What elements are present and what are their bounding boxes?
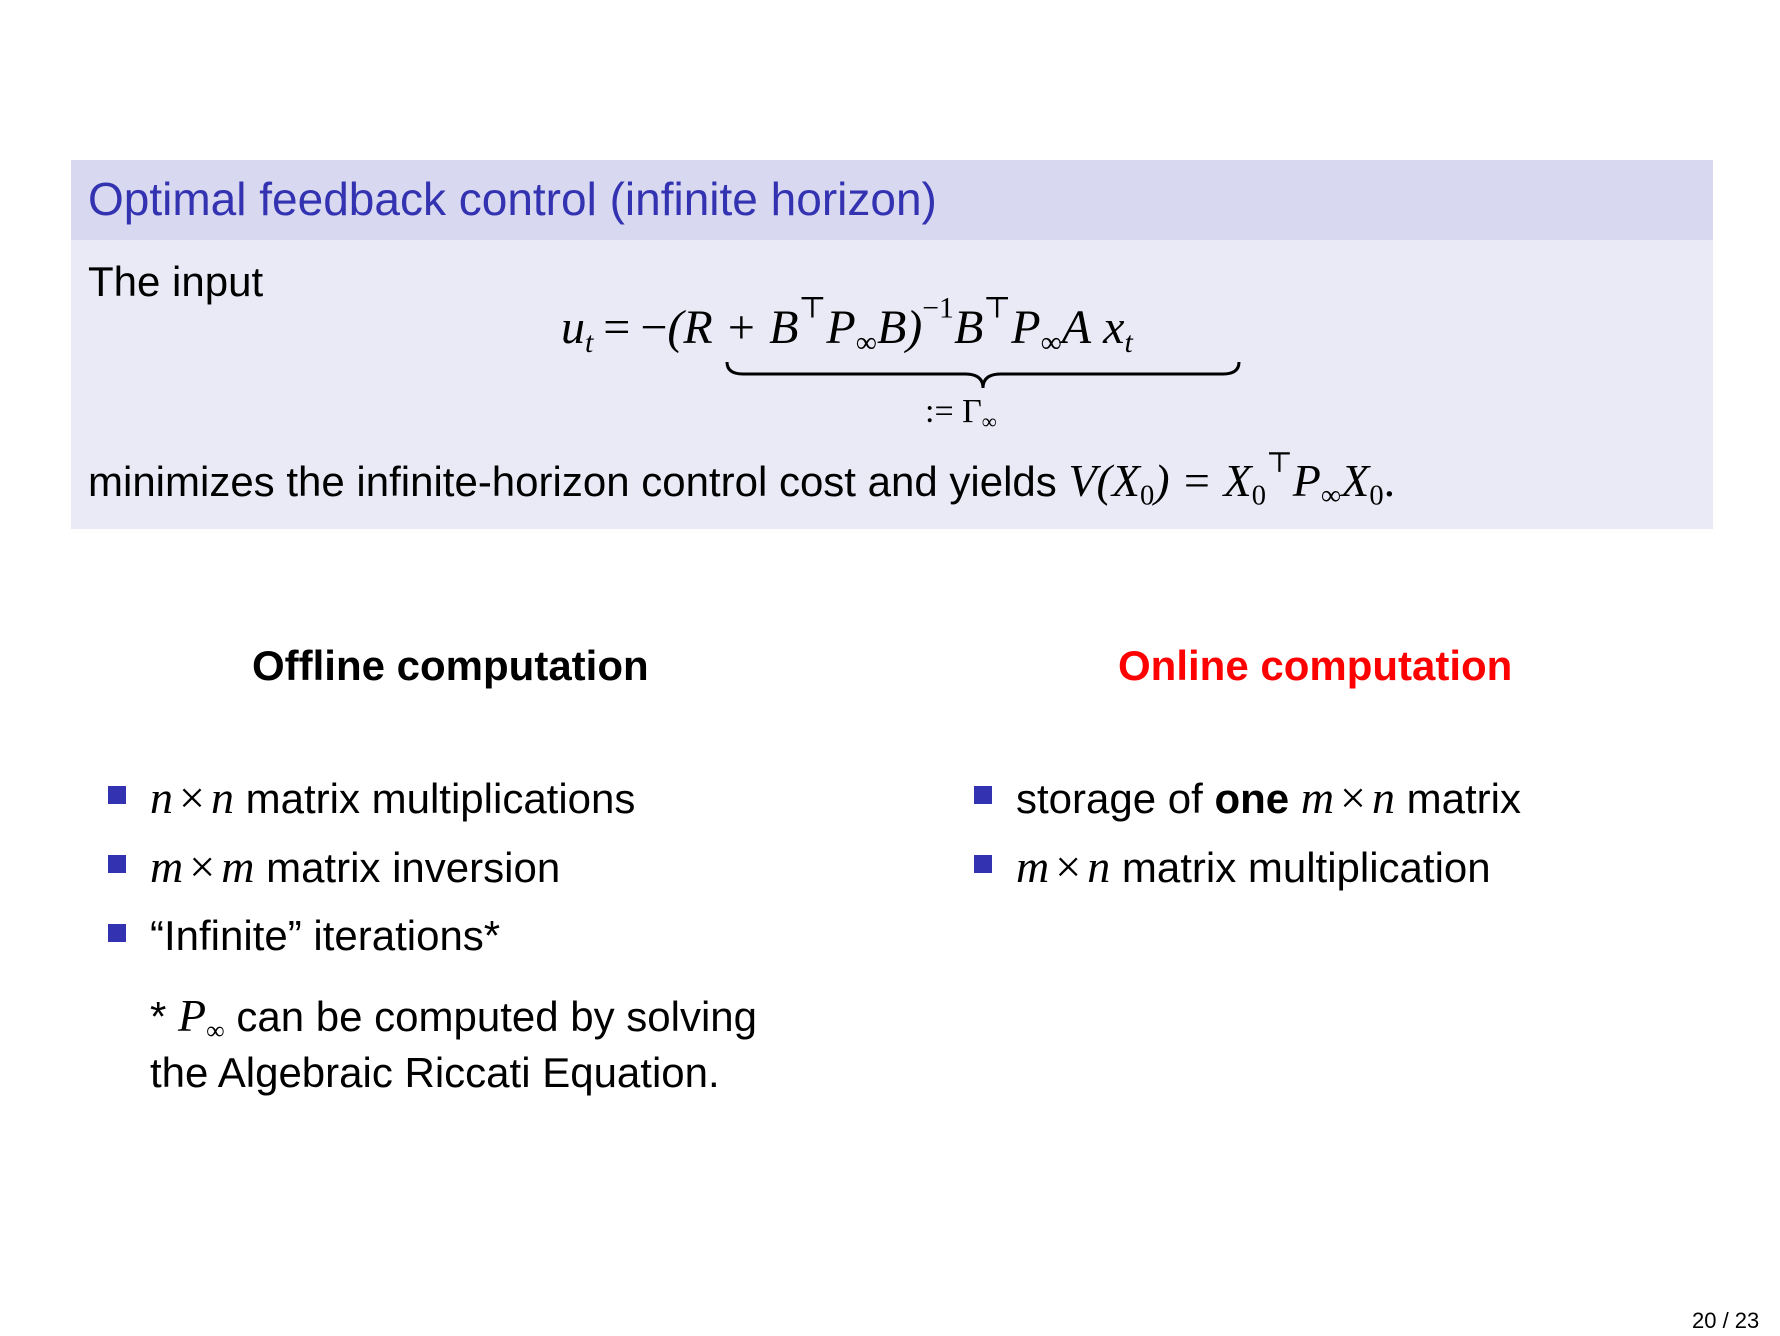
vf-x0-sup: ⊤ bbox=[1265, 447, 1293, 479]
dim-a: m bbox=[1016, 841, 1050, 892]
times-symbol: × bbox=[1340, 772, 1366, 823]
item-emphasis: one bbox=[1214, 775, 1290, 822]
times-symbol: × bbox=[179, 772, 205, 823]
times-symbol: × bbox=[189, 841, 216, 892]
brace-label-sub: ∞ bbox=[981, 409, 997, 434]
vf-x0-sub: 0 bbox=[1251, 480, 1266, 512]
vf-x: X bbox=[1341, 455, 1370, 506]
intro-text: The input bbox=[88, 258, 264, 305]
page-number: 20 / 23 bbox=[1692, 1308, 1760, 1333]
eq-transpose-1: ⊤ bbox=[798, 291, 827, 325]
dim-b: m bbox=[221, 841, 255, 892]
eq-lhs-sub: t bbox=[585, 325, 594, 359]
value-function bbox=[1068, 447, 1396, 512]
item-text: matrix inversion bbox=[254, 844, 561, 891]
eq-open: (R + B bbox=[667, 301, 799, 354]
eq-p1: P bbox=[826, 301, 856, 354]
vf-eq: ) = X bbox=[1154, 455, 1252, 506]
dim-b: n bbox=[1372, 772, 1395, 823]
bullet-icon bbox=[108, 786, 126, 804]
dim-b: n bbox=[1087, 841, 1111, 892]
list-item bbox=[108, 770, 635, 839]
online-list bbox=[974, 770, 1521, 908]
dim-a: m bbox=[150, 841, 184, 892]
dim-a: n bbox=[150, 772, 173, 823]
brace-label-text: := Γ bbox=[925, 393, 982, 430]
item-prefix: storage of bbox=[1016, 775, 1215, 822]
footnote bbox=[150, 988, 757, 1101]
vf-v: V(X bbox=[1068, 455, 1140, 506]
eq-inf-2: ∞ bbox=[1040, 325, 1062, 359]
equation-line bbox=[561, 291, 1133, 359]
vf-period: . bbox=[1383, 455, 1396, 506]
list-item bbox=[108, 908, 635, 977]
eq-lhs: u bbox=[561, 301, 585, 354]
result-text: minimizes the infinite-horizon control cost and yields bbox=[88, 458, 1069, 505]
eq-sign: = bbox=[603, 301, 631, 354]
theorem-block bbox=[71, 160, 1713, 529]
eq-close: B) bbox=[876, 301, 923, 354]
result-line bbox=[88, 447, 1396, 512]
bullet-icon bbox=[108, 924, 126, 942]
list-item bbox=[108, 839, 635, 908]
eq-b2: B bbox=[953, 301, 984, 354]
vf-v-sub: 0 bbox=[1139, 480, 1155, 512]
eq-p2: P bbox=[1011, 301, 1041, 354]
eq-x-sub: t bbox=[1124, 325, 1133, 359]
eq-inf-1: ∞ bbox=[855, 325, 877, 359]
vf-p: P bbox=[1292, 455, 1321, 506]
block-body bbox=[71, 240, 1713, 529]
footnote-star: * bbox=[150, 993, 179, 1040]
footnote-line-2: the Algebraic Riccati Equation. bbox=[150, 1049, 720, 1096]
eq-minus: − bbox=[640, 301, 668, 354]
dim-a: m bbox=[1300, 772, 1335, 823]
eq-x: x bbox=[1103, 301, 1125, 354]
control-law-equation bbox=[561, 291, 1321, 440]
offline-list bbox=[108, 770, 635, 977]
offline-title: Offline computation bbox=[252, 642, 649, 689]
eq-transpose-2: ⊤ bbox=[983, 291, 1012, 325]
list-item bbox=[974, 770, 1521, 839]
bullet-icon bbox=[974, 786, 992, 804]
footnote-p-sub: ∞ bbox=[206, 1015, 225, 1045]
eq-a: A bbox=[1061, 301, 1092, 354]
item-text: matrix multiplication bbox=[1110, 844, 1491, 891]
list-item bbox=[974, 839, 1521, 908]
underbrace-icon bbox=[725, 360, 1241, 390]
brace-label bbox=[925, 393, 997, 434]
footnote-text-1: can be computed by solving bbox=[224, 993, 758, 1040]
times-symbol: × bbox=[1055, 841, 1082, 892]
item-text: matrix multiplications bbox=[233, 775, 636, 822]
footnote-line-1 bbox=[150, 988, 757, 1045]
eq-inverse: −1 bbox=[922, 291, 954, 325]
dim-b: n bbox=[210, 772, 234, 823]
item-text: matrix bbox=[1395, 775, 1521, 822]
bullet-icon bbox=[974, 855, 992, 873]
bullet-icon bbox=[108, 855, 126, 873]
online-title: Online computation bbox=[1118, 642, 1513, 689]
footnote-p: P bbox=[178, 990, 207, 1041]
item-text: “Infinite” iterations* bbox=[150, 912, 501, 959]
vf-x-sub: 0 bbox=[1369, 480, 1384, 512]
vf-p-sub: ∞ bbox=[1320, 480, 1342, 512]
block-title: Optimal feedback control (infinite horizon) bbox=[71, 160, 1713, 240]
